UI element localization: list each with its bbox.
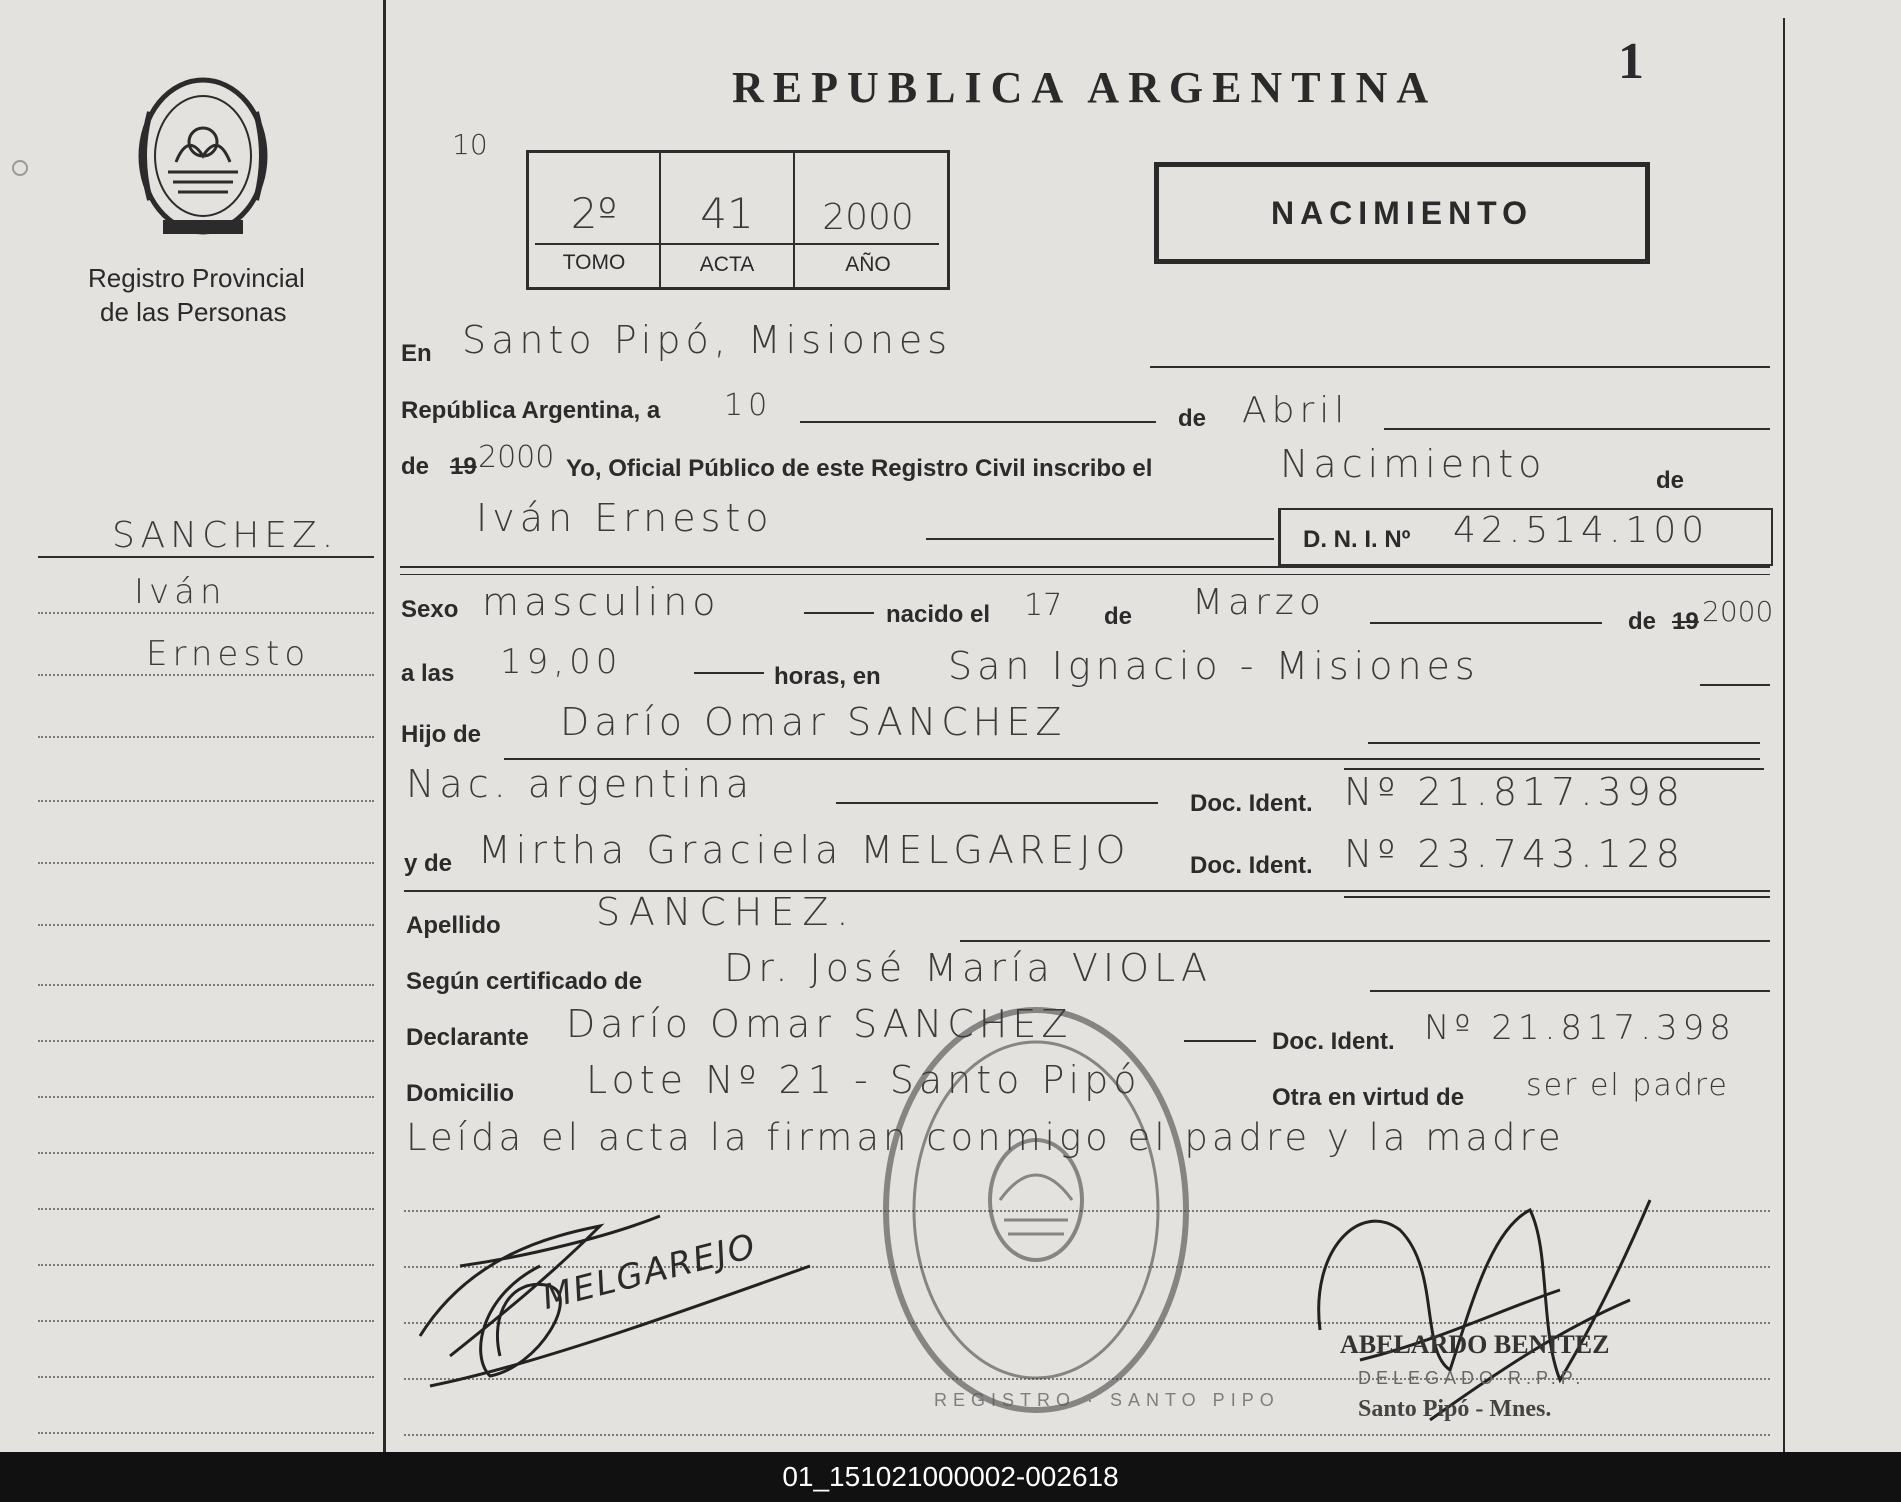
sidebar-rule <box>38 612 374 614</box>
de-label4: de <box>1628 608 1657 635</box>
sidebar-rule <box>38 1320 374 1322</box>
stamp-text: REGISTRO · SANTO PIPO <box>934 1390 1280 1410</box>
doc-type-box <box>1154 162 1650 264</box>
day-value: 10 <box>724 388 773 423</box>
doc-type-label: NACIMIENTO <box>1270 195 1534 231</box>
sidebar-rule <box>38 862 374 864</box>
domicilio-label: Domicilio <box>406 1080 515 1107</box>
image-id-footer: 01_151021000002-002618 <box>0 1452 1901 1502</box>
official-name: ABELARDO BENITEZ <box>1340 1330 1610 1359</box>
tomo-label: TOMO <box>562 251 626 274</box>
year-label: de <box>401 453 430 480</box>
father-rule-2 <box>504 758 1760 760</box>
sidebar-rule <box>38 800 374 802</box>
en-label: En <box>401 340 432 367</box>
apellido-value: SANCHEZ. <box>596 890 857 934</box>
certificate-by: Dr. José María VIOLA <box>724 946 1213 990</box>
birth-place: San Ignacio - Misiones <box>948 644 1480 688</box>
official-title: DELEGADO R.P.P. <box>1358 1368 1586 1388</box>
sidebar-rule <box>38 984 374 986</box>
sidebar-divider <box>383 0 386 1452</box>
inscription-type: Nacimiento <box>1280 442 1547 486</box>
mother-rule-2 <box>1344 896 1770 898</box>
segun-label: Según certificado de <box>406 968 643 995</box>
official-stamp-icon <box>876 1000 1196 1420</box>
yde-label: y de <box>404 850 453 877</box>
domicilio-value: Lote Nº 21 - Santo Pipó <box>586 1058 1142 1102</box>
doc-ident-label: Doc. Ident. <box>1190 790 1313 817</box>
page-number: 1 <box>1618 33 1644 90</box>
country-title: REPUBLICA ARGENTINA <box>732 63 1438 112</box>
sidebar-rule <box>38 1208 374 1210</box>
right-border <box>1783 18 1785 1452</box>
sidebar-rule <box>38 1096 374 1098</box>
sidebar-surname: SANCHEZ. <box>112 515 339 556</box>
sidebar-given2: Ernesto <box>146 634 311 674</box>
birth-year: 2000 <box>1702 595 1774 628</box>
year-value: 2000 <box>478 440 555 475</box>
section-rule-2 <box>400 574 1770 575</box>
doc-ident-label2: Doc. Ident. <box>1190 852 1313 879</box>
otra-value: ser el padre <box>1526 1068 1729 1103</box>
section-rule <box>400 566 1770 568</box>
hijo-label: Hijo de <box>401 721 482 748</box>
sidebar-rule <box>38 1376 374 1378</box>
month-rule <box>1384 428 1770 430</box>
anio-label: AÑO <box>845 253 891 276</box>
sidebar-surname-rule <box>38 556 374 558</box>
sidebar-rule <box>38 1264 374 1266</box>
republica-label: República Argentina, a <box>401 397 661 424</box>
doc-ident-label3: Doc. Ident. <box>1272 1028 1395 1055</box>
place-rule <box>1150 366 1770 368</box>
horas-label: horas, en <box>774 663 881 690</box>
mother-name: Mirtha Graciela MELGAREJO <box>478 828 1131 872</box>
nacido-label: nacido el <box>886 601 991 628</box>
de-month-label: de <box>1178 405 1207 432</box>
declarante-value: Darío Omar SANCHEZ <box>566 1002 1073 1046</box>
nationality-rule <box>836 802 1158 804</box>
closing-line: Leída el acta la firman conmigo el padre y la madre <box>406 1116 1565 1159</box>
registry-name-line2: de las Personas <box>100 297 287 327</box>
birth-year-strike: 19 <box>1672 608 1699 635</box>
dni-box <box>1278 508 1773 566</box>
tomo-value: 2º <box>570 189 618 238</box>
acta-label: ACTA <box>699 253 755 276</box>
day-rule <box>800 421 1156 423</box>
apellido-rule <box>960 940 1770 942</box>
anio-value: 2000 <box>822 197 914 238</box>
declarante-doc: Nº 21.817.398 <box>1424 1008 1736 1048</box>
father-doc-rule <box>1344 768 1764 770</box>
registry-name-line1: Registro Provincial <box>88 263 305 293</box>
birth-month-rule <box>1370 622 1602 624</box>
apellido-label: Apellido <box>406 912 501 939</box>
oficial-text: Yo, Oficial Público de este Registro Civil inscribo el <box>566 455 1153 482</box>
mother-doc: Nº 23.743.128 <box>1344 832 1685 876</box>
scan-dot <box>12 160 28 176</box>
birth-day: 17 <box>1024 588 1063 623</box>
certificate-rule <box>1370 990 1770 992</box>
year-strike: 19 <box>450 453 477 480</box>
sidebar-rule <box>38 924 374 926</box>
margin-note: 10 <box>452 128 488 161</box>
birth-month: Marzo <box>1192 582 1326 623</box>
de-label2: de <box>1656 467 1685 494</box>
month-value: Abril <box>1242 390 1350 431</box>
birth-place-rule <box>1700 684 1770 686</box>
otra-label: Otra en virtud de <box>1272 1084 1465 1111</box>
father-doc: Nº 21.817.398 <box>1344 770 1685 814</box>
de-label3: de <box>1104 603 1133 630</box>
record-box <box>526 150 950 290</box>
sidebar-rule <box>38 736 374 738</box>
father-rule <box>1368 742 1760 744</box>
sidebar-rule <box>38 1040 374 1042</box>
child-names-rule <box>926 538 1274 540</box>
sexo-value: masculino <box>482 580 721 624</box>
left-signature-text: MELGAREJO <box>538 1226 761 1318</box>
child-names: Iván Ernesto <box>476 496 774 540</box>
sidebar-rule <box>38 674 374 676</box>
dni-label: D. N. I. Nº <box>1303 526 1411 553</box>
dni-value: 42.514.100 <box>1453 510 1710 551</box>
registry-seal-icon <box>128 72 278 245</box>
birth-time: 19,00 <box>500 642 623 682</box>
sidebar-rule <box>38 1432 374 1434</box>
birth-time-rule <box>694 672 764 674</box>
place-value: Santo Pipó, Misiones <box>462 318 953 362</box>
acta-value: 41 <box>700 189 754 238</box>
alas-label: a las <box>401 660 455 687</box>
declarante-label: Declarante <box>406 1024 529 1051</box>
sidebar-given1: Iván <box>134 572 227 612</box>
sidebar-rule <box>38 1152 374 1154</box>
sexo-rule <box>804 612 874 614</box>
father-name: Darío Omar SANCHEZ <box>560 700 1067 744</box>
official-place: Santo Pipó - Mnes. <box>1358 1396 1552 1422</box>
sexo-label: Sexo <box>401 596 459 623</box>
nationality: Nac. argentina <box>406 762 755 806</box>
